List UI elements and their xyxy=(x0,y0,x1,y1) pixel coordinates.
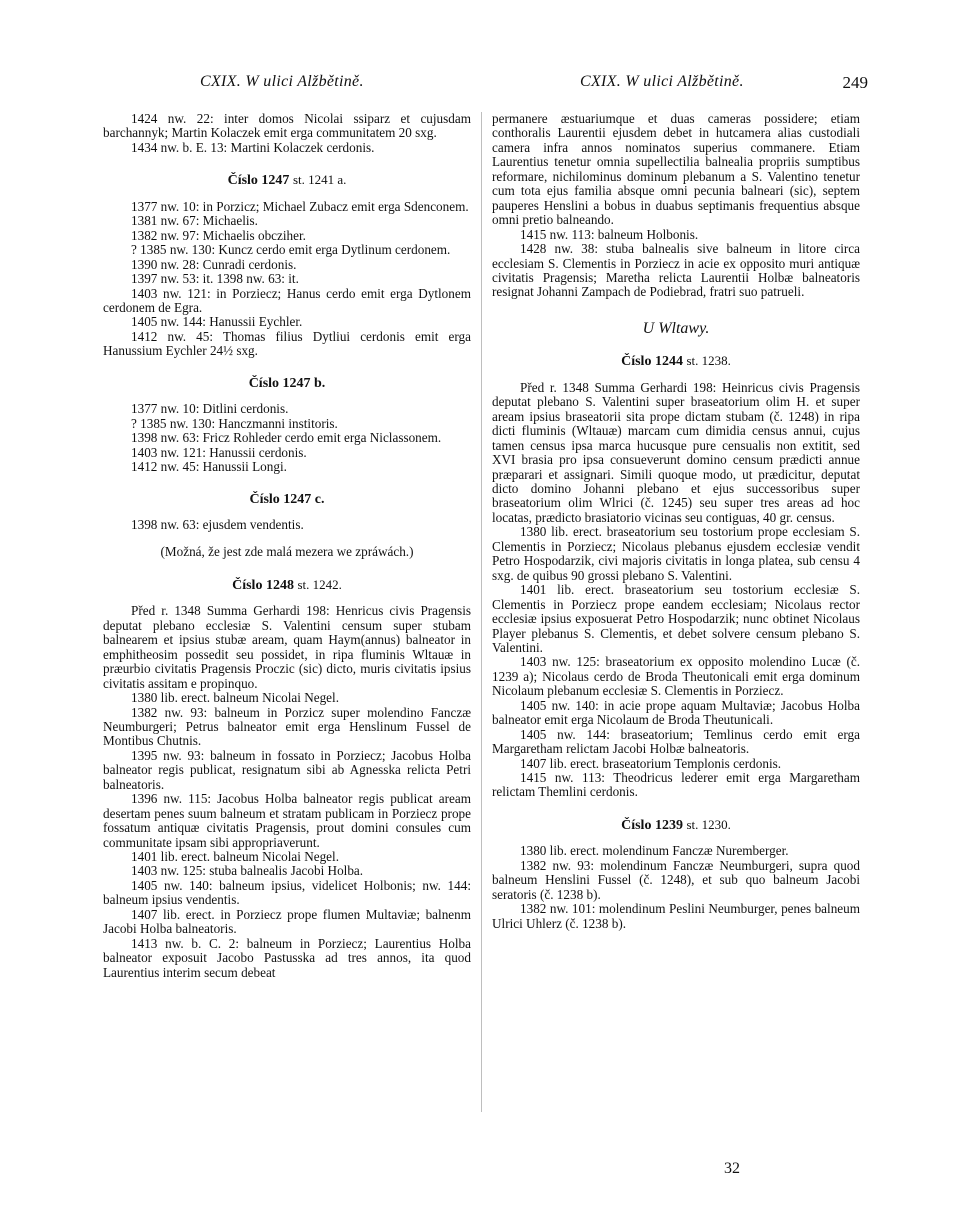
section-heading-1247a xyxy=(103,173,471,188)
entry: 1434 nw. b. E. 13: Martini Kolaczek cerdonis. xyxy=(131,139,375,155)
entry: 1390 nw. 28: Cunradi cerdonis. xyxy=(131,256,297,272)
section-title: U Wltawy. xyxy=(642,319,710,337)
entry: 1382 nw. 101: molendinum Peslini Neumburger, penes balneum Ulrici Uhlerz (č. 1238 b). xyxy=(492,901,860,931)
entry: ? 1385 nw. 130: Hanczmanni institoris. xyxy=(131,415,338,431)
entry: Před r. 1348 Summa Gerhardi 198: Heinricus civis Pragensis deputat plebano S. Valentini super braseatorium olim H. et super aream ipsius braseatorii sita prope dictam stubam (č. 1248) in ripa dicti fluminis (Wltauæ) marcam cum dimidia census annui, cujus tamen census ipsa marca hucusque pure censualis non extitit, sed XVI brasia pro ipsa consueverunt domino censum prædicti annue præparari et assignari. Simili quoque modo, ut prædicitur, deputat dicto domino Johanni plebano et ejus successoribus super braseatorium olim Wlrici (č. 1245) seu super tres areas ad hoc locatas, prædicto brasiatorio vicinas seu contiguas, 40 gr. census. xyxy=(492,379,860,525)
heading-label: Číslo 1248 xyxy=(232,577,294,593)
running-title-left: CXIX. W ulici Alžbětině. xyxy=(200,73,364,90)
section-heading-1247b: Číslo 1247 b. xyxy=(248,375,326,391)
signature-mark: 32 xyxy=(724,1160,740,1177)
entry: 1428 nw. 38: stuba balnealis sive balneum in litore circa ecclesiam S. Clementis in Porziecz in acie ex opposito muri antiquæ civitatis Pragensis; Maretha relicta Laurentii Holbæ balneatoris resignat Johanni Zampach de Podiebrad, fratri suo patrueli. xyxy=(492,241,860,300)
entry: 1405 nw. 140: in acie prope aquam Multaviæ; Jacobus Holba balneator emit erga Nicolaum de Broda Theutunicali. xyxy=(492,697,860,728)
entry: 1405 nw. 144: braseatorium; Temlinus cerdo emit erga Margaretham relictam Jacobi Holbæ balneatoris. xyxy=(492,726,860,757)
entry: 1403 nw. 125: braseatorium ex opposito molendino Lucæ (č. 1239 a); Nicolaus cerdo de Broda Theutonicali emit erga dominum Nicolaum plebanum ecclesiæ S. Clementis in Porziecz. xyxy=(492,654,860,699)
entry: 1377 nw. 10: Ditlini cerdonis. xyxy=(131,401,289,417)
entry: 1377 nw. 10: in Porzicz; Michael Zubacz emit erga Sdenconem. xyxy=(131,198,469,214)
entry: 1405 nw. 140: balneum ipsius, videlicet Holbonis; nw. 144: balneum ipsius vendentis. xyxy=(103,877,471,908)
entry: 1412 nw. 45: Thomas filius Dytliui cerdonis emit erga Hanussium Eychler 24½ sxg. xyxy=(103,328,471,359)
left-column xyxy=(103,112,471,980)
entry: 1382 nw. 93: balneum in Porzicz super molendino Fanczæ Neumburgeri; Petrus balneator emit erga Henslinum Fussel de Montibus Chutnis. xyxy=(103,704,471,749)
entry: 1382 nw. 93: molendinum Fanczæ Neumburgeri, supra quod balneum Henslini Fussel (č. 1248), et sub quo balneum Jacobi seratoris (č. 1238 b). xyxy=(492,857,860,902)
entry: 1395 nw. 93: balneum in fossato in Porziecz; Jacobus Holba balneator regis publicat, resignatum sibi ab Agnesska relicta Petri balneatoris. xyxy=(103,747,471,792)
entry: 1382 nw. 97: Michaelis obcziher. xyxy=(131,227,306,243)
entry: 1403 nw. 121: in Porziecz; Hanus cerdo emit erga Dytlonem cerdonem de Egra. xyxy=(103,285,471,315)
heading-label: Číslo 1244 xyxy=(621,354,683,370)
heading-label: Číslo 1247 xyxy=(227,173,290,189)
section-heading-1239 xyxy=(492,818,860,833)
entry: 1405 nw. 144: Hanussii Eychler. xyxy=(131,314,303,330)
entry: 1381 nw. 67: Michaelis. xyxy=(131,213,258,229)
entry: 1415 nw. 113: balneum Holbonis. xyxy=(520,226,699,242)
entry: 1401 lib. erect. balneum Nicolai Negel. xyxy=(131,849,339,865)
section-heading-1248 xyxy=(103,578,471,593)
entry: 1415 nw. 113: Theodricus lederer emit erga Margaretham relictam Themlini cerdonis. xyxy=(492,770,860,800)
entry: 1380 lib. erect. braseatorium seu tostorium prope ecclesiam S. Clementis in Porziecz; Nicolaus plebanus ejusdem ecclesiæ vendit Petro Hospodarzik, civi majoris civitatis in longa platea, sub censu 4 sxg. de quibus 90 grossi plebano S. Valentini. xyxy=(492,524,860,583)
entry: 1413 nw. b. C. 2: balneum in Porziecz; Laurentius Holba balneator exposuit Jacobo Pastusska ad tres annos, ita quod Laurentius interim secum debeat xyxy=(103,935,471,980)
entry: 1396 nw. 115: Jacobus Holba balneator regis publicat aream desertam penes suum balneum et stratam publicam in Porziecz prope fossatum antiquæ civitatis Pragensis, prout domini consules cum communitate ipsam sibi appropriaverunt. xyxy=(103,791,471,850)
entry-continuation: permanere æstuariumque et duas cameras possidere; etiam conthoralis Laurentii ejusdem debet in hutcamera alias custodiali camera infra annos nominatos superius commanere. Etiam Laurentius tenetur omnia supellectilia balnealia propriis sumptibus reformare, nichilominus dominum plebanum a S. Valentino tenetur cum tota ejus familia absque omni pecunia balneari (sic), septem pauperes Henslini a bobus in duabus septimanis frequentius absque omni pretio balneando. xyxy=(492,111,860,228)
entry: 1403 nw. 121: Hanussii cerdonis. xyxy=(131,444,307,460)
heading-st: st. 1230. xyxy=(686,816,731,832)
running-title-right: CXIX. W ulici Alžbětině. xyxy=(580,73,744,90)
entry: ? 1385 nw. 130: Kuncz cerdo emit erga Dytlinum cerdonem. xyxy=(131,242,451,258)
heading-st: st. 1242. xyxy=(297,576,342,592)
entry: 1403 nw. 125: stuba balnealis Jacobi Holba. xyxy=(131,863,364,879)
column-divider xyxy=(481,112,482,1112)
heading-label: Číslo 1239 xyxy=(621,817,683,833)
page-number: 249 xyxy=(842,73,868,92)
section-heading-1244 xyxy=(492,354,860,369)
heading-st: st. 1241 a. xyxy=(292,172,347,188)
entry: 1412 nw. 45: Hanussii Longi. xyxy=(131,459,287,475)
entry: 1398 nw. 63: Fricz Rohleder cerdo emit erga Niclassonem. xyxy=(131,430,442,446)
entry: 1380 lib. erect. molendinum Fanczæ Nuremberger. xyxy=(520,843,789,859)
entry: 1380 lib. erect. balneum Nicolai Negel. xyxy=(131,690,339,706)
editorial-note: (Možná, že jest zde malá mezera we zpráwách.) xyxy=(160,544,414,560)
section-heading-1247c: Číslo 1247 c. xyxy=(249,491,325,507)
entry: 1424 nw. 22: inter domos Nicolai ssiparz et cujusdam barchannyk; Martin Kolaczek emit erga communitatem 20 sxg. xyxy=(103,111,471,141)
entry: 1407 lib. erect. braseatorium Templonis cerdonis. xyxy=(520,755,782,771)
entry: 1397 nw. 53: it. 1398 nw. 63: it. xyxy=(131,271,299,287)
entry: 1407 lib. erect. in Porziecz prope flumen Multaviæ; balnenm Jacobi Holba balneatoris. xyxy=(103,906,471,937)
entry: 1401 lib. erect. braseatorium seu tostorium ecclesiæ S. Clementis in Porziecz prope eandem ecclesiam; Nicolaus rector ecclesiæ ipsius exposuerat Petro Hospodarzik; nunc obtinet Nicolaus Player plebanus S. Clementis, et debet solvere censum plebano S. Valentini. xyxy=(492,582,860,655)
heading-st: st. 1238. xyxy=(686,353,731,369)
entry: Před r. 1348 Summa Gerhardi 198: Henricus civis Pragensis deputat plebano ecclesiæ S. Valentini censum super stubam balnearem et ipsius stubæ aream, quam Haym(annus) balneator in emphitheosim possedit seu possidet, in ripa fluminis Wltauæ in præurbio civitatis Pragensis Proczic (sic) dicto, muris civitatis ipsius civitatis assitam e propinquo. xyxy=(103,603,471,691)
right-column xyxy=(492,112,860,931)
entry: 1398 nw. 63: ejusdem vendentis. xyxy=(131,516,304,532)
